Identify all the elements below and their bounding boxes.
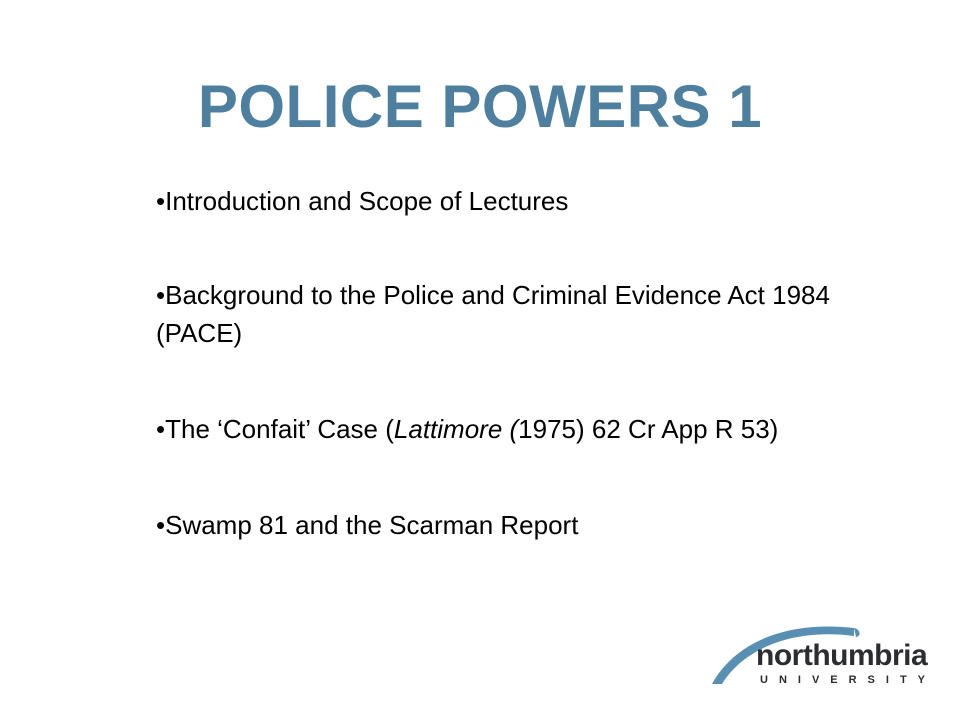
slide-title: POLICE POWERS 1: [197, 73, 763, 140]
bullet-text: •Introduction and Scope of Lectures: [156, 186, 569, 216]
bullet-text: •Swamp 81 and the Scarman Report: [156, 510, 579, 540]
bullet-italic-case-name: Lattimore (: [393, 414, 519, 444]
bullet-item-swamp: [156, 506, 836, 544]
bullet-item-intro: [156, 182, 836, 220]
logo-wordmark: northumbria: [756, 639, 928, 672]
bullet-text: •Background to the Police and Criminal Evidence Act 1984 (PACE): [156, 280, 830, 348]
bullet-item-background: [156, 276, 836, 352]
bullet-text-citation: 1975) 62 Cr App R 53): [518, 414, 779, 444]
bullet-item-confait: [156, 410, 836, 448]
logo-subtitle: UNIVERSITY: [760, 674, 937, 686]
bullet-text: •The ‘Confait’ Case (: [156, 414, 394, 444]
bullet-list: [156, 182, 836, 602]
northumbria-logo: [704, 614, 937, 694]
